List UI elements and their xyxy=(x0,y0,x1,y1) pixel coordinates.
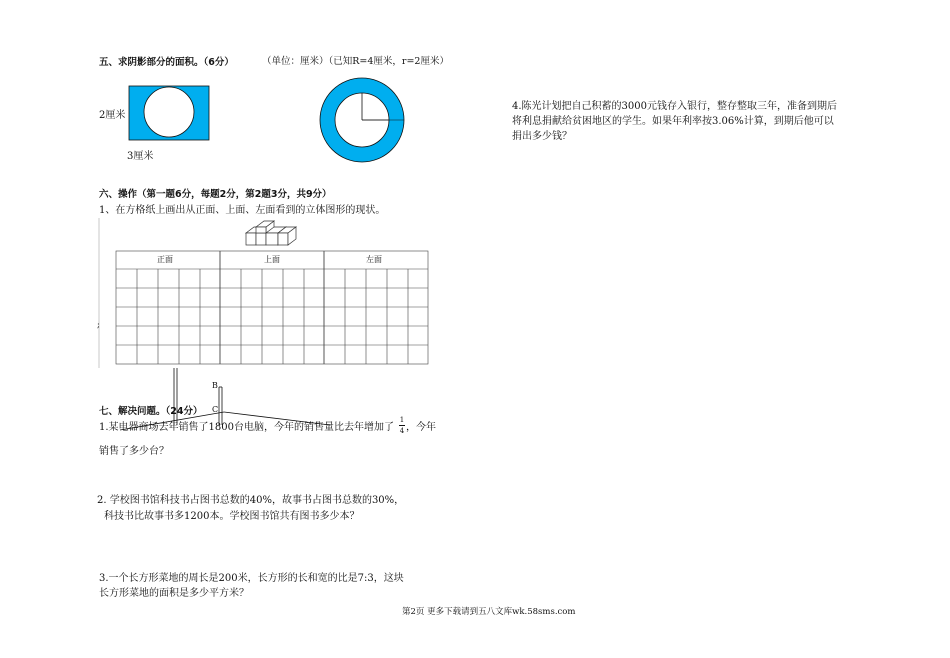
question1-part1: 1.某电器商场去年销售了1800台电脑，今年的销售量比去年增加了 xyxy=(99,422,394,433)
cube-stack-figure xyxy=(246,221,296,245)
section5-heading: 五、求阴影部分的面积。（6分） xyxy=(99,57,234,68)
question1-line2: 销售了多少台？ xyxy=(99,446,169,457)
section7-heading: 七、解决问题。（24分） xyxy=(99,406,203,417)
view-front-label: 正面 xyxy=(157,255,173,264)
question4-line1: 4.陈光计划把自己积蓄的3000元钱存入银行，整存整取三年，准备到期后 xyxy=(512,101,837,112)
section6-heading: 六、操作（第一题6分，每题2分，第2题3分，共9分） xyxy=(99,189,332,200)
page-footer: 第2页 更多下载请到五八文库wk.58sms.com xyxy=(402,607,576,617)
question2-line2: 科技书比故事书多1200本。学校图书馆共有图书多少本？ xyxy=(104,511,360,522)
fraction-denominator: 4 xyxy=(399,427,405,435)
section5-unit-note: （单位：厘米）（已知R=4厘米，r=2厘米） xyxy=(262,56,449,67)
label-b: B xyxy=(212,381,218,390)
ring-figure xyxy=(320,78,404,162)
question1-part2: ，今年 xyxy=(406,422,436,433)
fraction-numerator: 1 xyxy=(399,416,405,424)
stray-mark: ; xyxy=(97,320,100,329)
rectangle-circle-figure xyxy=(129,86,209,140)
height-label: 2厘米 xyxy=(99,110,126,121)
view-top-label: 上面 xyxy=(264,255,280,264)
question2-line1: 2. 学校图书馆科技书占图书总数的40%，故事书占图书总数的30%， xyxy=(97,495,405,506)
question1 xyxy=(99,418,436,433)
question3-line1: 3.一个长方形菜地的周长是200米，长方形的长和宽的比是7:3，这块 xyxy=(99,573,404,584)
drawing-grid xyxy=(116,251,428,364)
question4-line3: 捐出多少钱？ xyxy=(512,131,572,142)
question4-line2: 将利息捐献给贫困地区的学生。如果年利率按3.06%计算，到期后他可以 xyxy=(512,116,834,127)
view-left-label: 左面 xyxy=(366,255,382,264)
fraction-bar xyxy=(399,425,405,426)
width-label: 3厘米 xyxy=(127,151,154,162)
label-c: C xyxy=(212,405,219,414)
question3-line2: 长方形菜地的面积是多少平方米？ xyxy=(99,588,249,599)
section6-q1: 1、在方格纸上画出从正面、上面、左面看到的立体图形的现状。 xyxy=(99,205,386,216)
